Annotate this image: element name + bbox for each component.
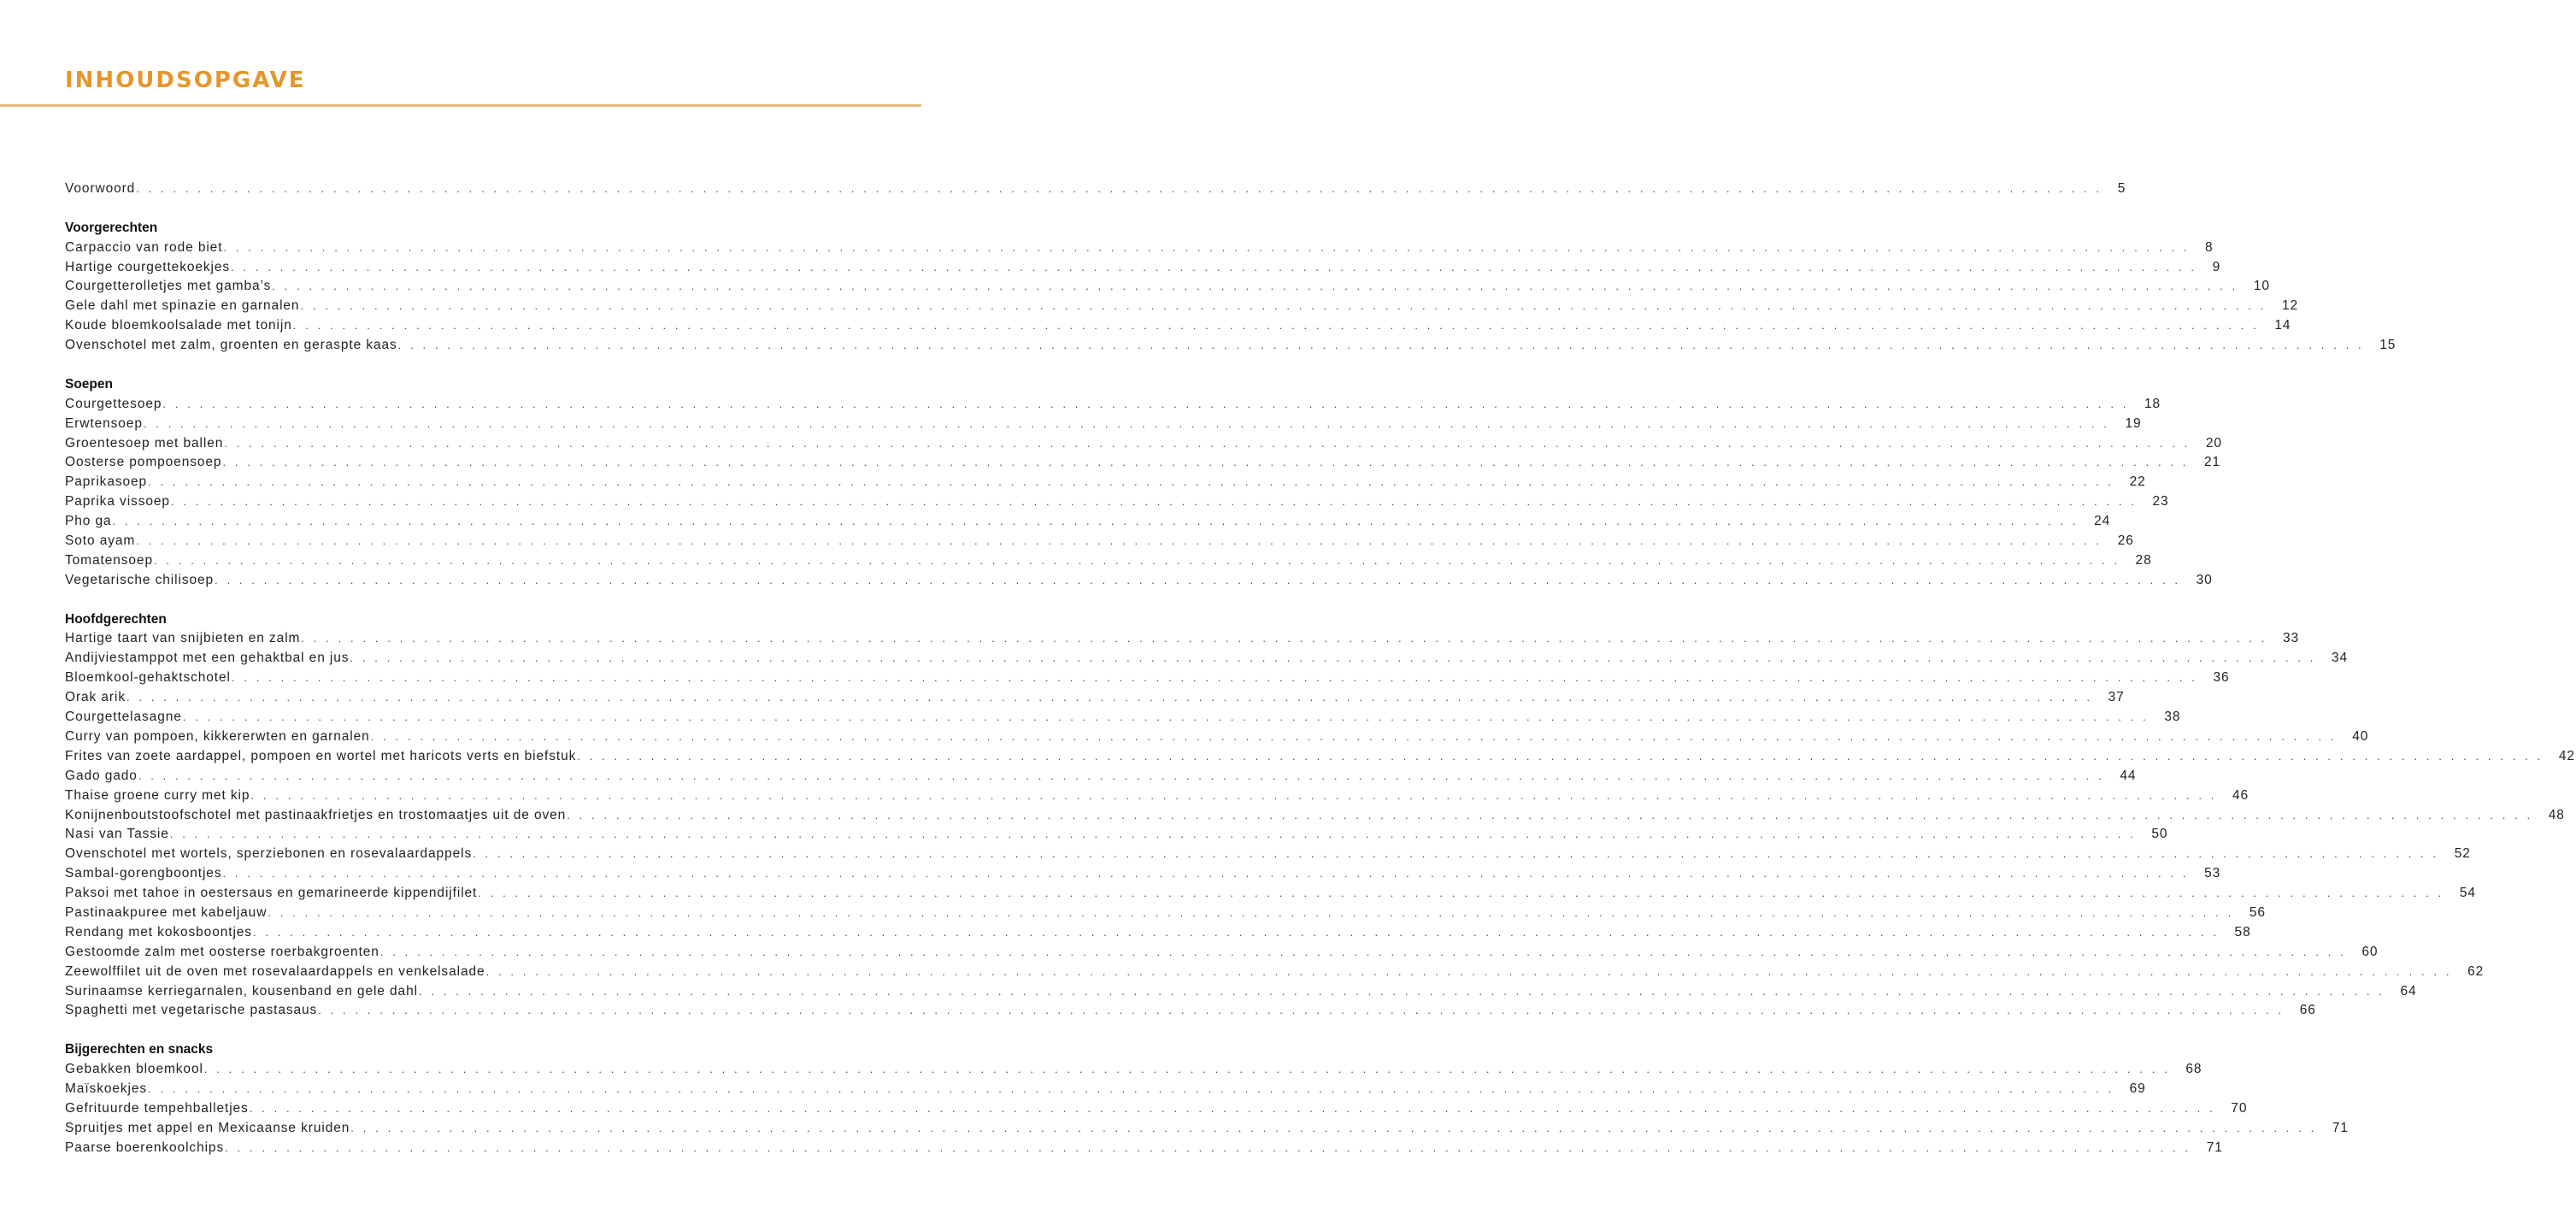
dot-leader: . . . . . . . . . . . . . . . . . . . . . . . . . . . . . . . . . . . . . . . . . . . . . . . . . . . . . . . . . . . . . . . . . . . . . . . . . . . . . . . . . . . . . . . . . . . . . . . . . . . . . . . . . . . . . . . . . . . . . . . . . . . . . . . . . . . . . . . . . . . . . . . . . . . . . . . . . . . . . . . . [203, 1063, 2171, 1076]
toc-entry[interactable] [65, 532, 2134, 551]
dot-leader: . . . . . . . . . . . . . . . . . . . . . . . . . . . . . . . . . . . . . . . . . . . . . . . . . . . . . . . . . . . . . . . . . . . . . . . . . . . . . . . . . . . . . . . . . . . . . . . . . . . . . . . . . . . . . . . . . . . . . . . . . . . . . . . . . . . . . . . . . . . . . . . . . . . . . . . . . . . . . . . . [231, 671, 2198, 685]
toc-entry[interactable] [65, 767, 2137, 786]
entry-page-number: 42 [2558, 748, 2575, 763]
entry-page-number: 10 [2253, 279, 2270, 294]
page-title: INHOUDSOPGAVE [65, 68, 306, 93]
table-of-contents [65, 180, 2575, 1177]
entry-title: Ovenschotel met zalm, groenten en geraspte kaas [65, 338, 397, 353]
entry-page-number: 62 [2467, 963, 2485, 979]
entry-title: Courgettelasagne [65, 710, 182, 725]
toc-entry[interactable] [65, 277, 2270, 297]
entry-title: Curry van pompoen, kikkererwten en garnalen [65, 728, 370, 744]
toc-entry[interactable] [65, 727, 2369, 747]
toc-entry[interactable] [65, 1001, 2316, 1021]
dot-leader: . . . . . . . . . . . . . . . . . . . . . . . . . . . . . . . . . . . . . . . . . . . . . . . . . . . . . . . . . . . . . . . . . . . . . . . . . . . . . . . . . . . . . . . . . . . . . . . . . . . . . . . . . . . . . . . . . . . . . . . . . . . . . . . . . . . . . . . . . . . . . . . . . . . . . . . . . . . . . . . . [138, 769, 2105, 782]
toc-entry[interactable] [65, 688, 2125, 708]
entry-page-number: 15 [2379, 338, 2397, 353]
dot-leader: . . . . . . . . . . . . . . . . . . . . . . . . . . . . . . . . . . . . . . . . . . . . . . . . . . . . . . . . . . . . . . . . . . . . . . . . . . . . . . . . . . . . . . . . . . . . . . . . . . . . . . . . . . . . . . . . . . . . . . . . . . . . . . . . . . . . . . . . . . . . . . . . . . . . . . . . . . . . . . . . [379, 945, 2347, 958]
entry-title: Zeewolffilet uit de oven met rosevalaardappels en venkelsalade [65, 963, 485, 979]
entry-page-number: 26 [2117, 533, 2134, 549]
entry-title: Erwtensoep [65, 415, 143, 431]
entry-title: Paksoi met tahoe in oestersaus en gemarineerde kippendijfilet [65, 886, 478, 901]
entry-title: Maïskoekjes [65, 1081, 148, 1096]
entry-title: Gado gado [65, 768, 138, 783]
entry-page-number: 56 [2249, 904, 2266, 920]
dot-leader: . . . . . . . . . . . . . . . . . . . . . . . . . . . . . . . . . . . . . . . . . . . . . . . . . . . . . . . . . . . . . . . . . . . . . . . . . . . . . . . . . . . . . . . . . . . . . . . . . . . . . . . . . . . . . . . . . . . . . . . . . . . . . . . . . . . . . . . . . . . . . . . . . . . . . . . . . . . . . . . . [292, 319, 2260, 333]
entry-title: Bloemkool-gehaktschotel [65, 670, 231, 686]
toc-entry[interactable] [65, 1080, 2146, 1099]
toc-entry[interactable] [65, 845, 2471, 864]
dot-leader: . . . . . . . . . . . . . . . . . . . . . . . . . . . . . . . . . . . . . . . . . . . . . . . . . . . . . . . . . . . . . . . . . . . . . . . . . . . . . . . . . . . . . . . . . . . . . . . . . . . . . . . . . . . . . . . . . . . . . . . . . . . . . . . . . . . . . . . . . . . . . . . . . . . . . . . . . . . . . . . . [126, 691, 2093, 704]
entry-title: Rendang met kokosboontjes [65, 924, 252, 939]
dot-leader: . . . . . . . . . . . . . . . . . . . . . . . . . . . . . . . . . . . . . . . . . . . . . . . . . . . . . . . . . . . . . . . . . . . . . . . . . . . . . . . . . . . . . . . . . . . . . . . . . . . . . . . . . . . . . . . . . . . . . . . . . . . . . . . . . . . . . . . . . . . . . . . . . . . . . . . . . . . . . . . . [272, 280, 2238, 293]
entry-page-number: 40 [2352, 728, 2369, 744]
dot-leader: . . . . . . . . . . . . . . . . . . . . . . . . . . . . . . . . . . . . . . . . . . . . . . . . . . . . . . . . . . . . . . . . . . . . . . . . . . . . . . . . . . . . . . . . . . . . . . . . . . . . . . . . . . . . . . . . . . . . . . . . . . . . . . . . . . . . . . . . . . . . . . . . . . . . . . . . . . . . . . . . [485, 964, 2453, 978]
entry-title: Spaghetti met vegetarische pastasaus [65, 1003, 318, 1018]
entry-page-number: 68 [2185, 1062, 2203, 1077]
dot-leader: . . . . . . . . . . . . . . . . . . . . . . . . . . . . . . . . . . . . . . . . . . . . . . . . . . . . . . . . . . . . . . . . . . . . . . . . . . . . . . . . . . . . . . . . . . . . . . . . . . . . . . . . . . . . . . . . . . . . . . . . . . . . . . . . . . . . . . . . . . . . . . . . . . . . . . . . . . . . . . . . [350, 1121, 2317, 1134]
entry-title: Ovenschotel met wortels, sperziebonen en rosevalaardappels [65, 846, 473, 862]
toc-entry[interactable] [65, 629, 2299, 649]
dot-leader: . . . . . . . . . . . . . . . . . . . . . . . . . . . . . . . . . . . . . . . . . . . . . . . . . . . . . . . . . . . . . . . . . . . . . . . . . . . . . . . . . . . . . . . . . . . . . . . . . . . . . . . . . . . . . . . . . . . . . . . . . . . . . . . . . . . . . . . . . . . . . . . . . . . . . . . . . . . . . . . . [136, 182, 2103, 195]
dot-leader: . . . . . . . . . . . . . . . . . . . . . . . . . . . . . . . . . . . . . . . . . . . . . . . . . . . . . . . . . . . . . . . . . . . . . . . . . . . . . . . . . . . . . . . . . . . . . . . . . . . . . . . . . . . . . . . . . . . . . . . . . . . . . . . . . . . . . . . . . . . . . . . . . . . . . . . . . . . . . . . . [182, 710, 2150, 724]
entry-title: Hartige courgettekoekjes [65, 259, 231, 274]
section-heading: Voorgerechten [65, 220, 158, 235]
entry-title: Paprikasoep [65, 474, 148, 490]
dot-leader: . . . . . . . . . . . . . . . . . . . . . . . . . . . . . . . . . . . . . . . . . . . . . . . . . . . . . . . . . . . . . . . . . . . . . . . . . . . . . . . . . . . . . . . . . . . . . . . . . . . . . . . . . . . . . . . . . . . . . . . . . . . . . . . . . . . . . . . . . . . . . . . . . . . . . . . . . . . . . . . . [301, 632, 2267, 645]
entry-page-number: 66 [2299, 1003, 2316, 1018]
section-heading: Hoofdgerechten [65, 611, 167, 627]
toc-entry[interactable] [65, 434, 2222, 454]
dot-leader: . . . . . . . . . . . . . . . . . . . . . . . . . . . . . . . . . . . . . . . . . . . . . . . . . . . . . . . . . . . . . . . . . . . . . . . . . . . . . . . . . . . . . . . . . . . . . . . . . . . . . . . . . . . . . . . . . . . . . . . . . . . . . . . . . . . . . . . . . . . . . . . . . . . . . . . . . . . . . . . . [162, 397, 2129, 410]
entry-title: Paprika vissoep [65, 494, 170, 509]
entry-page-number: 52 [2454, 846, 2471, 862]
entry-page-number: 46 [2232, 787, 2250, 803]
entry-page-number: 28 [2135, 552, 2152, 568]
toc-entry[interactable] [65, 1139, 2223, 1158]
dot-leader: . . . . . . . . . . . . . . . . . . . . . . . . . . . . . . . . . . . . . . . . . . . . . . . . . . . . . . . . . . . . . . . . . . . . . . . . . . . . . . . . . . . . . . . . . . . . . . . . . . . . . . . . . . . . . . . . . . . . . . . . . . . . . . . . . . . . . . . . . . . . . . . . . . . . . . . . . . . . . . . . [370, 729, 2338, 743]
entry-title: Oosterse pompoensoep [65, 455, 222, 470]
entry-title: Courgetterolletjes met gamba’s [65, 279, 272, 294]
entry-title: Voorwoord [65, 181, 136, 196]
entry-title: Paarse boerenkoolchips [65, 1140, 225, 1155]
dot-leader: . . . . . . . . . . . . . . . . . . . . . . . . . . . . . . . . . . . . . . . . . . . . . . . . . . . . . . . . . . . . . . . . . . . . . . . . . . . . . . . . . . . . . . . . . . . . . . . . . . . . . . . . . . . . . . . . . . . . . . . . . . . . . . . . . . . . . . . . . . . . . . . . . . . . . . . . . . . . . . . . [224, 436, 2191, 450]
entry-title: Gefrituurde tempehballetjes [65, 1100, 249, 1116]
entry-title: Orak arik [65, 690, 126, 705]
toc-section [65, 180, 2126, 199]
toc-section [65, 375, 2222, 591]
dot-leader: . . . . . . . . . . . . . . . . . . . . . . . . . . . . . . . . . . . . . . . . . . . . . . . . . . . . . . . . . . . . . . . . . . . . . . . . . . . . . . . . . . . . . . . . . . . . . . . . . . . . . . . . . . . . . . . . . . . . . . . . . . . . . . . . . . . . . . . . . . . . . . . . . . . . . . . . . . . . . . . . [169, 828, 2137, 841]
entry-page-number: 8 [2204, 239, 2214, 255]
toc-section [65, 219, 2397, 356]
dot-leader: . . . . . . . . . . . . . . . . . . . . . . . . . . . . . . . . . . . . . . . . . . . . . . . . . . . . . . . . . . . . . . . . . . . . . . . . . . . . . . . . . . . . . . . . . . . . . . . . . . . . . . . . . . . . . . . . . . . . . . . . . . . . . . . . . . . . . . . . . . . . . . . . . . . . . . . . . . . . . . . . [478, 886, 2444, 900]
toc-entry[interactable] [65, 864, 2221, 884]
dot-leader: . . . . . . . . . . . . . . . . . . . . . . . . . . . . . . . . . . . . . . . . . . . . . . . . . . . . . . . . . . . . . . . . . . . . . . . . . . . . . . . . . . . . . . . . . . . . . . . . . . . . . . . . . . . . . . . . . . . . . . . . . . . . . . . . . . . . . . . . . . . . . . . . . . . . . . . . . . . . . . . . [350, 651, 2317, 665]
entry-page-number: 23 [2152, 494, 2169, 509]
section-heading: Soepen [65, 376, 113, 392]
dot-leader: . . . . . . . . . . . . . . . . . . . . . . . . . . . . . . . . . . . . . . . . . . . . . . . . . . . . . . . . . . . . . . . . . . . . . . . . . . . . . . . . . . . . . . . . . . . . . . . . . . . . . . . . . . . . . . . . . . . . . . . . . . . . . . . . . . . . . . . . . . . . . . . . . . . . . . . . . . . . . . . . [577, 749, 2544, 763]
entry-page-number: 24 [2094, 514, 2111, 529]
toc-entry[interactable] [65, 923, 2251, 943]
toc-entry[interactable] [65, 336, 2397, 356]
entry-page-number: 70 [2231, 1100, 2248, 1116]
toc-entry[interactable] [65, 884, 2476, 904]
toc-entry[interactable] [65, 395, 2161, 415]
entry-page-number: 9 [2212, 259, 2221, 274]
toc-entry[interactable] [65, 297, 2299, 316]
entry-title: Sambal-gorengboontjes [65, 866, 222, 881]
entry-title: Thaise groene curry met kip [65, 787, 250, 803]
entry-title: Koude bloemkoolsalade met tonijn [65, 318, 292, 333]
entry-page-number: 5 [2117, 181, 2126, 196]
entry-page-number: 71 [2206, 1140, 2223, 1155]
dot-leader: . . . . . . . . . . . . . . . . . . . . . . . . . . . . . . . . . . . . . . . . . . . . . . . . . . . . . . . . . . . . . . . . . . . . . . . . . . . . . . . . . . . . . . . . . . . . . . . . . . . . . . . . . . . . . . . . . . . . . . . . . . . . . . . . . . . . . . . . . . . . . . . . . . . . . . . . . . . . . . . . [148, 1081, 2114, 1095]
entry-title: Pastinaakpuree met kabeljauw [65, 904, 268, 920]
dot-leader: . . . . . . . . . . . . . . . . . . . . . . . . . . . . . . . . . . . . . . . . . . . . . . . . . . . . . . . . . . . . . . . . . . . . . . . . . . . . . . . . . . . . . . . . . . . . . . . . . . . . . . . . . . . . . . . . . . . . . . . . . . . . . . . . . . . . . . . . . . . . . . . . . . . . . . . . . . . . . . . . [148, 475, 2114, 489]
entry-title: Courgettesoep [65, 396, 162, 411]
dot-leader: . . . . . . . . . . . . . . . . . . . . . . . . . . . . . . . . . . . . . . . . . . . . . . . . . . . . . . . . . . . . . . . . . . . . . . . . . . . . . . . . . . . . . . . . . . . . . . . . . . . . . . . . . . . . . . . . . . . . . . . . . . . . . . . . . . . . . . . . . . . . . . . . . . . . . . . . . . . . . . . . [418, 984, 2385, 998]
dot-leader: . . . . . . . . . . . . . . . . . . . . . . . . . . . . . . . . . . . . . . . . . . . . . . . . . . . . . . . . . . . . . . . . . . . . . . . . . . . . . . . . . . . . . . . . . . . . . . . . . . . . . . . . . . . . . . . . . . . . . . . . . . . . . . . . . . . . . . . . . . . . . . . . . . . . . . . . . . . . . . . . [223, 240, 2190, 254]
dot-leader: . . . . . . . . . . . . . . . . . . . . . . . . . . . . . . . . . . . . . . . . . . . . . . . . . . . . . . . . . . . . . . . . . . . . . . . . . . . . . . . . . . . . . . . . . . . . . . . . . . . . . . . . . . . . . . . . . . . . . . . . . . . . . . . . . . . . . . . . . . . . . . . . . . . . . . . . . . . . . . . . [170, 495, 2138, 509]
dot-leader: . . . . . . . . . . . . . . . . . . . . . . . . . . . . . . . . . . . . . . . . . . . . . . . . . . . . . . . . . . . . . . . . . . . . . . . . . . . . . . . . . . . . . . . . . . . . . . . . . . . . . . . . . . . . . . . . . . . . . . . . . . . . . . . . . . . . . . . . . . . . . . . . . . . . . . . . . . . . . . . . [136, 534, 2103, 548]
dot-leader: . . . . . . . . . . . . . . . . . . . . . . . . . . . . . . . . . . . . . . . . . . . . . . . . . . . . . . . . . . . . . . . . . . . . . . . . . . . . . . . . . . . . . . . . . . . . . . . . . . . . . . . . . . . . . . . . . . . . . . . . . . . . . . . . . . . . . . . . . . . . . . . . . . . . . . . . . . . . . . . . [250, 788, 2217, 802]
entry-title: Gele dahl met spinazie en garnalen [65, 298, 300, 314]
entry-page-number: 58 [2234, 924, 2251, 939]
entry-page-number: 12 [2282, 298, 2299, 314]
toc-entry[interactable] [65, 239, 2214, 258]
entry-title: Nasi van Tassie [65, 827, 169, 842]
entry-page-number: 21 [2204, 455, 2221, 470]
title-rule [0, 104, 921, 107]
dot-leader: . . . . . . . . . . . . . . . . . . . . . . . . . . . . . . . . . . . . . . . . . . . . . . . . . . . . . . . . . . . . . . . . . . . . . . . . . . . . . . . . . . . . . . . . . . . . . . . . . . . . . . . . . . . . . . . . . . . . . . . . . . . . . . . . . . . . . . . . . . . . . . . . . . . . . . . . . . . . . . . . [222, 867, 2190, 881]
dot-leader: . . . . . . . . . . . . . . . . . . . . . . . . . . . . . . . . . . . . . . . . . . . . . . . . . . . . . . . . . . . . . . . . . . . . . . . . . . . . . . . . . . . . . . . . . . . . . . . . . . . . . . . . . . . . . . . . . . . . . . . . . . . . . . . . . . . . . . . . . . . . . . . . . . . . . . . . . . . . . . . . [215, 573, 2181, 586]
dot-leader: . . . . . . . . . . . . . . . . . . . . . . . . . . . . . . . . . . . . . . . . . . . . . . . . . . . . . . . . . . . . . . . . . . . . . . . . . . . . . . . . . . . . . . . . . . . . . . . . . . . . . . . . . . . . . . . . . . . . . . . . . . . . . . . . . . . . . . . . . . . . . . . . . . . . . . . . . . . . . . . . [397, 339, 2365, 352]
entry-title: Konijnenboutstoofschotel met pastinaakfrietjes en trostomaatjes uit de oven [65, 807, 567, 822]
entry-title: Carpaccio van rode biet [65, 239, 223, 255]
entry-page-number: 64 [2400, 983, 2417, 998]
section-heading: Bijgerechten en snacks [65, 1042, 214, 1057]
toc-entry[interactable] [65, 825, 2168, 845]
entry-page-number: 14 [2274, 318, 2291, 333]
entry-title: Groentesoep met ballen [65, 435, 224, 451]
dot-leader: . . . . . . . . . . . . . . . . . . . . . . . . . . . . . . . . . . . . . . . . . . . . . . . . . . . . . . . . . . . . . . . . . . . . . . . . . . . . . . . . . . . . . . . . . . . . . . . . . . . . . . . . . . . . . . . . . . . . . . . . . . . . . . . . . . . . . . . . . . . . . . . . . . . . . . . . . . . . . . . . [249, 1101, 2216, 1115]
entry-page-number: 19 [2125, 415, 2142, 431]
entry-page-number: 33 [2282, 631, 2299, 646]
entry-page-number: 60 [2361, 944, 2379, 959]
entry-title: Spruitjes met appel en Mexicaanse kruiden [65, 1120, 350, 1135]
entry-page-number: 53 [2204, 866, 2221, 881]
toc-entry[interactable] [65, 943, 2379, 963]
entry-page-number: 44 [2120, 768, 2137, 783]
entry-title: Pho ga [65, 514, 112, 529]
toc-entry[interactable] [65, 180, 2126, 199]
toc-section [65, 610, 2575, 1022]
toc-entry[interactable] [65, 551, 2152, 571]
entry-page-number: 36 [2213, 670, 2230, 686]
toc-entry[interactable] [65, 786, 2250, 806]
toc-entry[interactable] [65, 571, 2213, 591]
dot-leader: . . . . . . . . . . . . . . . . . . . . . . . . . . . . . . . . . . . . . . . . . . . . . . . . . . . . . . . . . . . . . . . . . . . . . . . . . . . . . . . . . . . . . . . . . . . . . . . . . . . . . . . . . . . . . . . . . . . . . . . . . . . . . . . . . . . . . . . . . . . . . . . . . . . . . . . . . . . . . . . . [143, 416, 2110, 430]
entry-title: Tomatensoep [65, 552, 153, 568]
entry-page-number: 22 [2129, 474, 2146, 490]
toc-entry[interactable] [65, 806, 2565, 826]
toc-entry[interactable] [65, 316, 2291, 336]
entry-title: Vegetarische chilisoep [65, 572, 215, 587]
entry-title: Gestoomde zalm met oosterse roerbakgroenten [65, 944, 379, 959]
entry-title: Soto ayam [65, 533, 136, 549]
entry-page-number: 71 [2332, 1120, 2349, 1135]
dot-leader: . . . . . . . . . . . . . . . . . . . . . . . . . . . . . . . . . . . . . . . . . . . . . . . . . . . . . . . . . . . . . . . . . . . . . . . . . . . . . . . . . . . . . . . . . . . . . . . . . . . . . . . . . . . . . . . . . . . . . . . . . . . . . . . . . . . . . . . . . . . . . . . . . . . . . . . . . . . . . . . . [225, 1140, 2191, 1154]
dot-leader: . . . . . . . . . . . . . . . . . . . . . . . . . . . . . . . . . . . . . . . . . . . . . . . . . . . . . . . . . . . . . . . . . . . . . . . . . . . . . . . . . . . . . . . . . . . . . . . . . . . . . . . . . . . . . . . . . . . . . . . . . . . . . . . . . . . . . . . . . . . . . . . . . . . . . . . . . . . . . . . . [567, 808, 2533, 822]
entry-title: Surinaamse kerriegarnalen, kousenband en gele dahl [65, 983, 418, 998]
toc-entry[interactable] [65, 453, 2221, 473]
entry-page-number: 54 [2459, 886, 2476, 901]
entry-title: Andijviestamppot met een gehaktbal en jus [65, 651, 350, 666]
dot-leader: . . . . . . . . . . . . . . . . . . . . . . . . . . . . . . . . . . . . . . . . . . . . . . . . . . . . . . . . . . . . . . . . . . . . . . . . . . . . . . . . . . . . . . . . . . . . . . . . . . . . . . . . . . . . . . . . . . . . . . . . . . . . . . . . . . . . . . . . . . . . . . . . . . . . . . . . . . . . . . . . [153, 553, 2120, 567]
dot-leader: . . . . . . . . . . . . . . . . . . . . . . . . . . . . . . . . . . . . . . . . . . . . . . . . . . . . . . . . . . . . . . . . . . . . . . . . . . . . . . . . . . . . . . . . . . . . . . . . . . . . . . . . . . . . . . . . . . . . . . . . . . . . . . . . . . . . . . . . . . . . . . . . . . . . . . . . . . . . . . . . [300, 299, 2267, 313]
dot-leader: . . . . . . . . . . . . . . . . . . . . . . . . . . . . . . . . . . . . . . . . . . . . . . . . . . . . . . . . . . . . . . . . . . . . . . . . . . . . . . . . . . . . . . . . . . . . . . . . . . . . . . . . . . . . . . . . . . . . . . . . . . . . . . . . . . . . . . . . . . . . . . . . . . . . . . . . . . . . . . . . [318, 1004, 2285, 1017]
toc-entry[interactable] [65, 1099, 2248, 1119]
entry-page-number: 37 [2108, 690, 2125, 705]
toc-entry[interactable] [65, 963, 2485, 982]
entry-page-number: 30 [2196, 572, 2213, 587]
toc-entry[interactable] [65, 708, 2181, 727]
toc-entry[interactable] [65, 669, 2230, 688]
entry-title: Frites van zoete aardappel, pompoen en wortel met haricots verts en biefstuk [65, 748, 577, 763]
dot-leader: . . . . . . . . . . . . . . . . . . . . . . . . . . . . . . . . . . . . . . . . . . . . . . . . . . . . . . . . . . . . . . . . . . . . . . . . . . . . . . . . . . . . . . . . . . . . . . . . . . . . . . . . . . . . . . . . . . . . . . . . . . . . . . . . . . . . . . . . . . . . . . . . . . . . . . . . . . . . . . . . [112, 515, 2079, 528]
toc-entry[interactable] [65, 1060, 2203, 1080]
entry-page-number: 34 [2332, 651, 2349, 666]
toc-entry[interactable] [65, 258, 2221, 278]
toc-entry[interactable] [65, 649, 2349, 669]
dot-leader: . . . . . . . . . . . . . . . . . . . . . . . . . . . . . . . . . . . . . . . . . . . . . . . . . . . . . . . . . . . . . . . . . . . . . . . . . . . . . . . . . . . . . . . . . . . . . . . . . . . . . . . . . . . . . . . . . . . . . . . . . . . . . . . . . . . . . . . . . . . . . . . . . . . . . . . . . . . . . . . . [473, 847, 2439, 861]
dot-leader: . . . . . . . . . . . . . . . . . . . . . . . . . . . . . . . . . . . . . . . . . . . . . . . . . . . . . . . . . . . . . . . . . . . . . . . . . . . . . . . . . . . . . . . . . . . . . . . . . . . . . . . . . . . . . . . . . . . . . . . . . . . . . . . . . . . . . . . . . . . . . . . . . . . . . . . . . . . . . . . . [252, 925, 2220, 939]
toc-entry[interactable] [65, 415, 2142, 434]
toc-entry[interactable] [65, 982, 2417, 1002]
toc-entry[interactable] [65, 904, 2266, 923]
entry-page-number: 50 [2151, 827, 2168, 842]
toc-section [65, 1040, 2349, 1157]
entry-page-number: 48 [2548, 807, 2565, 822]
entry-title: Gebakken bloemkool [65, 1062, 203, 1077]
entry-page-number: 18 [2144, 396, 2161, 411]
entry-title: Hartige taart van snijbieten en zalm [65, 631, 301, 646]
entry-page-number: 38 [2164, 710, 2181, 725]
dot-leader: . . . . . . . . . . . . . . . . . . . . . . . . . . . . . . . . . . . . . . . . . . . . . . . . . . . . . . . . . . . . . . . . . . . . . . . . . . . . . . . . . . . . . . . . . . . . . . . . . . . . . . . . . . . . . . . . . . . . . . . . . . . . . . . . . . . . . . . . . . . . . . . . . . . . . . . . . . . . . . . . [268, 905, 2234, 919]
toc-entry[interactable] [65, 747, 2575, 767]
toc-entry[interactable] [65, 473, 2146, 492]
toc-entry[interactable] [65, 512, 2111, 532]
dot-leader: . . . . . . . . . . . . . . . . . . . . . . . . . . . . . . . . . . . . . . . . . . . . . . . . . . . . . . . . . . . . . . . . . . . . . . . . . . . . . . . . . . . . . . . . . . . . . . . . . . . . . . . . . . . . . . . . . . . . . . . . . . . . . . . . . . . . . . . . . . . . . . . . . . . . . . . . . . . . . . . . [222, 456, 2190, 469]
toc-entry[interactable] [65, 492, 2169, 512]
toc-entry[interactable] [65, 1119, 2349, 1139]
entry-page-number: 20 [2205, 435, 2222, 451]
dot-leader: . . . . . . . . . . . . . . . . . . . . . . . . . . . . . . . . . . . . . . . . . . . . . . . . . . . . . . . . . . . . . . . . . . . . . . . . . . . . . . . . . . . . . . . . . . . . . . . . . . . . . . . . . . . . . . . . . . . . . . . . . . . . . . . . . . . . . . . . . . . . . . . . . . . . . . . . . . . . . . . . [231, 260, 2197, 274]
entry-page-number: 69 [2129, 1081, 2146, 1096]
